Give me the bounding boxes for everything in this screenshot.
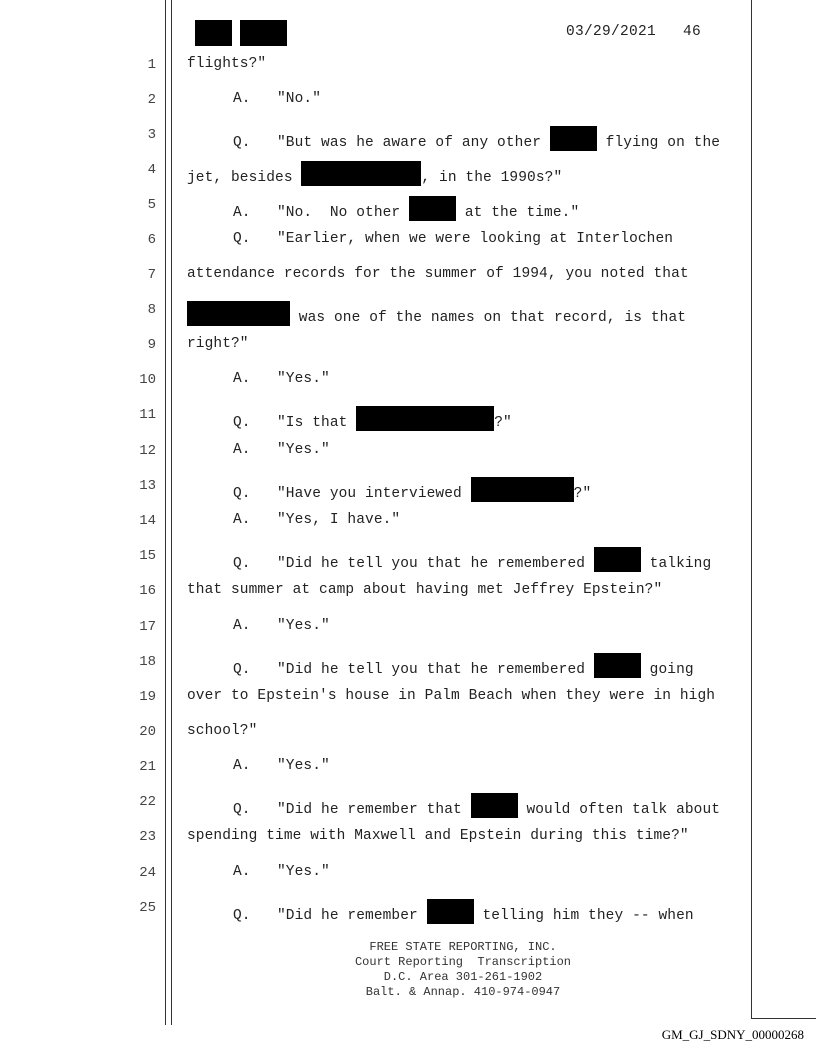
header-redaction-2 bbox=[240, 20, 287, 46]
line-number: 18 bbox=[139, 654, 156, 670]
line-number: 13 bbox=[139, 478, 156, 494]
line-number: 3 bbox=[147, 127, 156, 143]
footer-dc-phone: D.C. Area 301-261-1902 bbox=[383, 970, 543, 984]
line-number: 11 bbox=[139, 407, 156, 423]
transcript-line-1: flights?" bbox=[187, 56, 267, 72]
redaction-box bbox=[409, 196, 456, 221]
line-number: 8 bbox=[147, 302, 156, 318]
redaction-box bbox=[187, 301, 290, 326]
transcript-line-24: A. "Yes." bbox=[233, 864, 330, 880]
transcript-line-19: over to Epstein's house in Palm Beach when they were in high bbox=[187, 688, 716, 704]
line-number: 14 bbox=[139, 513, 156, 529]
line-number: 6 bbox=[147, 232, 156, 248]
transcript-line-16: that summer at camp about having met Jeffrey Epstein?" bbox=[187, 582, 663, 598]
transcript-line-7: attendance records for the summer of 1994, you noted that bbox=[187, 266, 689, 282]
line-number: 7 bbox=[147, 267, 156, 283]
footer-balt-phone: Balt. & Annap. 410-974-0947 bbox=[365, 985, 561, 999]
line-number: 10 bbox=[139, 372, 156, 388]
transcript-line-4: jet, besides , in the 1990s?" bbox=[187, 161, 562, 186]
line-number: 22 bbox=[139, 794, 156, 810]
line-number: 5 bbox=[147, 197, 156, 213]
redaction-box bbox=[427, 899, 474, 924]
left-margin-rule bbox=[165, 0, 166, 1025]
transcript-line-13: Q. "Have you interviewed ?" bbox=[233, 477, 591, 502]
page-number: 46 bbox=[683, 24, 702, 40]
redaction-box bbox=[594, 547, 641, 572]
redaction-box bbox=[594, 653, 641, 678]
line-number: 19 bbox=[139, 689, 156, 705]
transcript-line-2: A. "No." bbox=[233, 91, 322, 107]
right-margin-rule bbox=[751, 0, 752, 1018]
redaction-box bbox=[550, 126, 597, 151]
transcript-line-6: Q. "Earlier, when we were looking at Interlochen bbox=[233, 231, 674, 247]
redaction-box bbox=[356, 406, 494, 431]
transcript-line-25: Q. "Did he remember telling him they -- when bbox=[233, 899, 694, 924]
transcript-line-17: A. "Yes." bbox=[233, 618, 330, 634]
header-date: 03/29/2021 bbox=[566, 24, 657, 40]
transcript-line-20: school?" bbox=[187, 723, 258, 739]
footer-service: Court Reporting Transcription bbox=[354, 955, 572, 969]
footer-rule bbox=[751, 1018, 816, 1019]
line-number: 9 bbox=[147, 337, 156, 353]
line-number: 2 bbox=[147, 92, 156, 108]
line-number: 24 bbox=[139, 865, 156, 881]
left-margin-rule-inner bbox=[171, 0, 172, 1025]
transcript-line-21: A. "Yes." bbox=[233, 758, 330, 774]
line-number: 23 bbox=[139, 829, 156, 845]
line-number: 4 bbox=[147, 162, 156, 178]
redaction-box bbox=[471, 477, 574, 502]
header-date-page bbox=[566, 24, 701, 40]
redaction-box bbox=[471, 793, 518, 818]
transcript-line-18: Q. "Did he tell you that he remembered going bbox=[233, 653, 694, 678]
transcript-line-9: right?" bbox=[187, 336, 249, 352]
header-redaction-1 bbox=[195, 20, 232, 46]
redaction-box bbox=[301, 161, 421, 186]
transcript-line-5: A. "No. No other at the time." bbox=[233, 196, 579, 221]
line-number: 21 bbox=[139, 759, 156, 775]
footer-company: FREE STATE REPORTING, INC. bbox=[369, 940, 557, 954]
transcript-line-3: Q. "But was he aware of any other flying on the bbox=[233, 126, 720, 151]
line-number: 16 bbox=[139, 583, 156, 599]
line-number: 12 bbox=[139, 443, 156, 459]
transcript-line-11: Q. "Is that ?" bbox=[233, 406, 512, 431]
reporter-footer bbox=[300, 940, 626, 1000]
transcript-line-22: Q. "Did he remember that would often talk about bbox=[233, 793, 720, 818]
transcript-line-12: A. "Yes." bbox=[233, 442, 330, 458]
line-number: 17 bbox=[139, 619, 156, 635]
line-number: 1 bbox=[147, 57, 156, 73]
line-number: 15 bbox=[139, 548, 156, 564]
bates-number: GM_GJ_SDNY_00000268 bbox=[661, 1027, 804, 1042]
transcript-line-14: A. "Yes, I have." bbox=[233, 512, 401, 528]
transcript-line-23: spending time with Maxwell and Epstein during this time?" bbox=[187, 828, 689, 844]
line-number: 20 bbox=[139, 724, 156, 740]
transcript-line-8: was one of the names on that record, is that bbox=[187, 301, 686, 326]
transcript-line-10: A. "Yes." bbox=[233, 371, 330, 387]
line-number: 25 bbox=[139, 900, 156, 916]
transcript-line-15: Q. "Did he tell you that he remembered talking bbox=[233, 547, 711, 572]
